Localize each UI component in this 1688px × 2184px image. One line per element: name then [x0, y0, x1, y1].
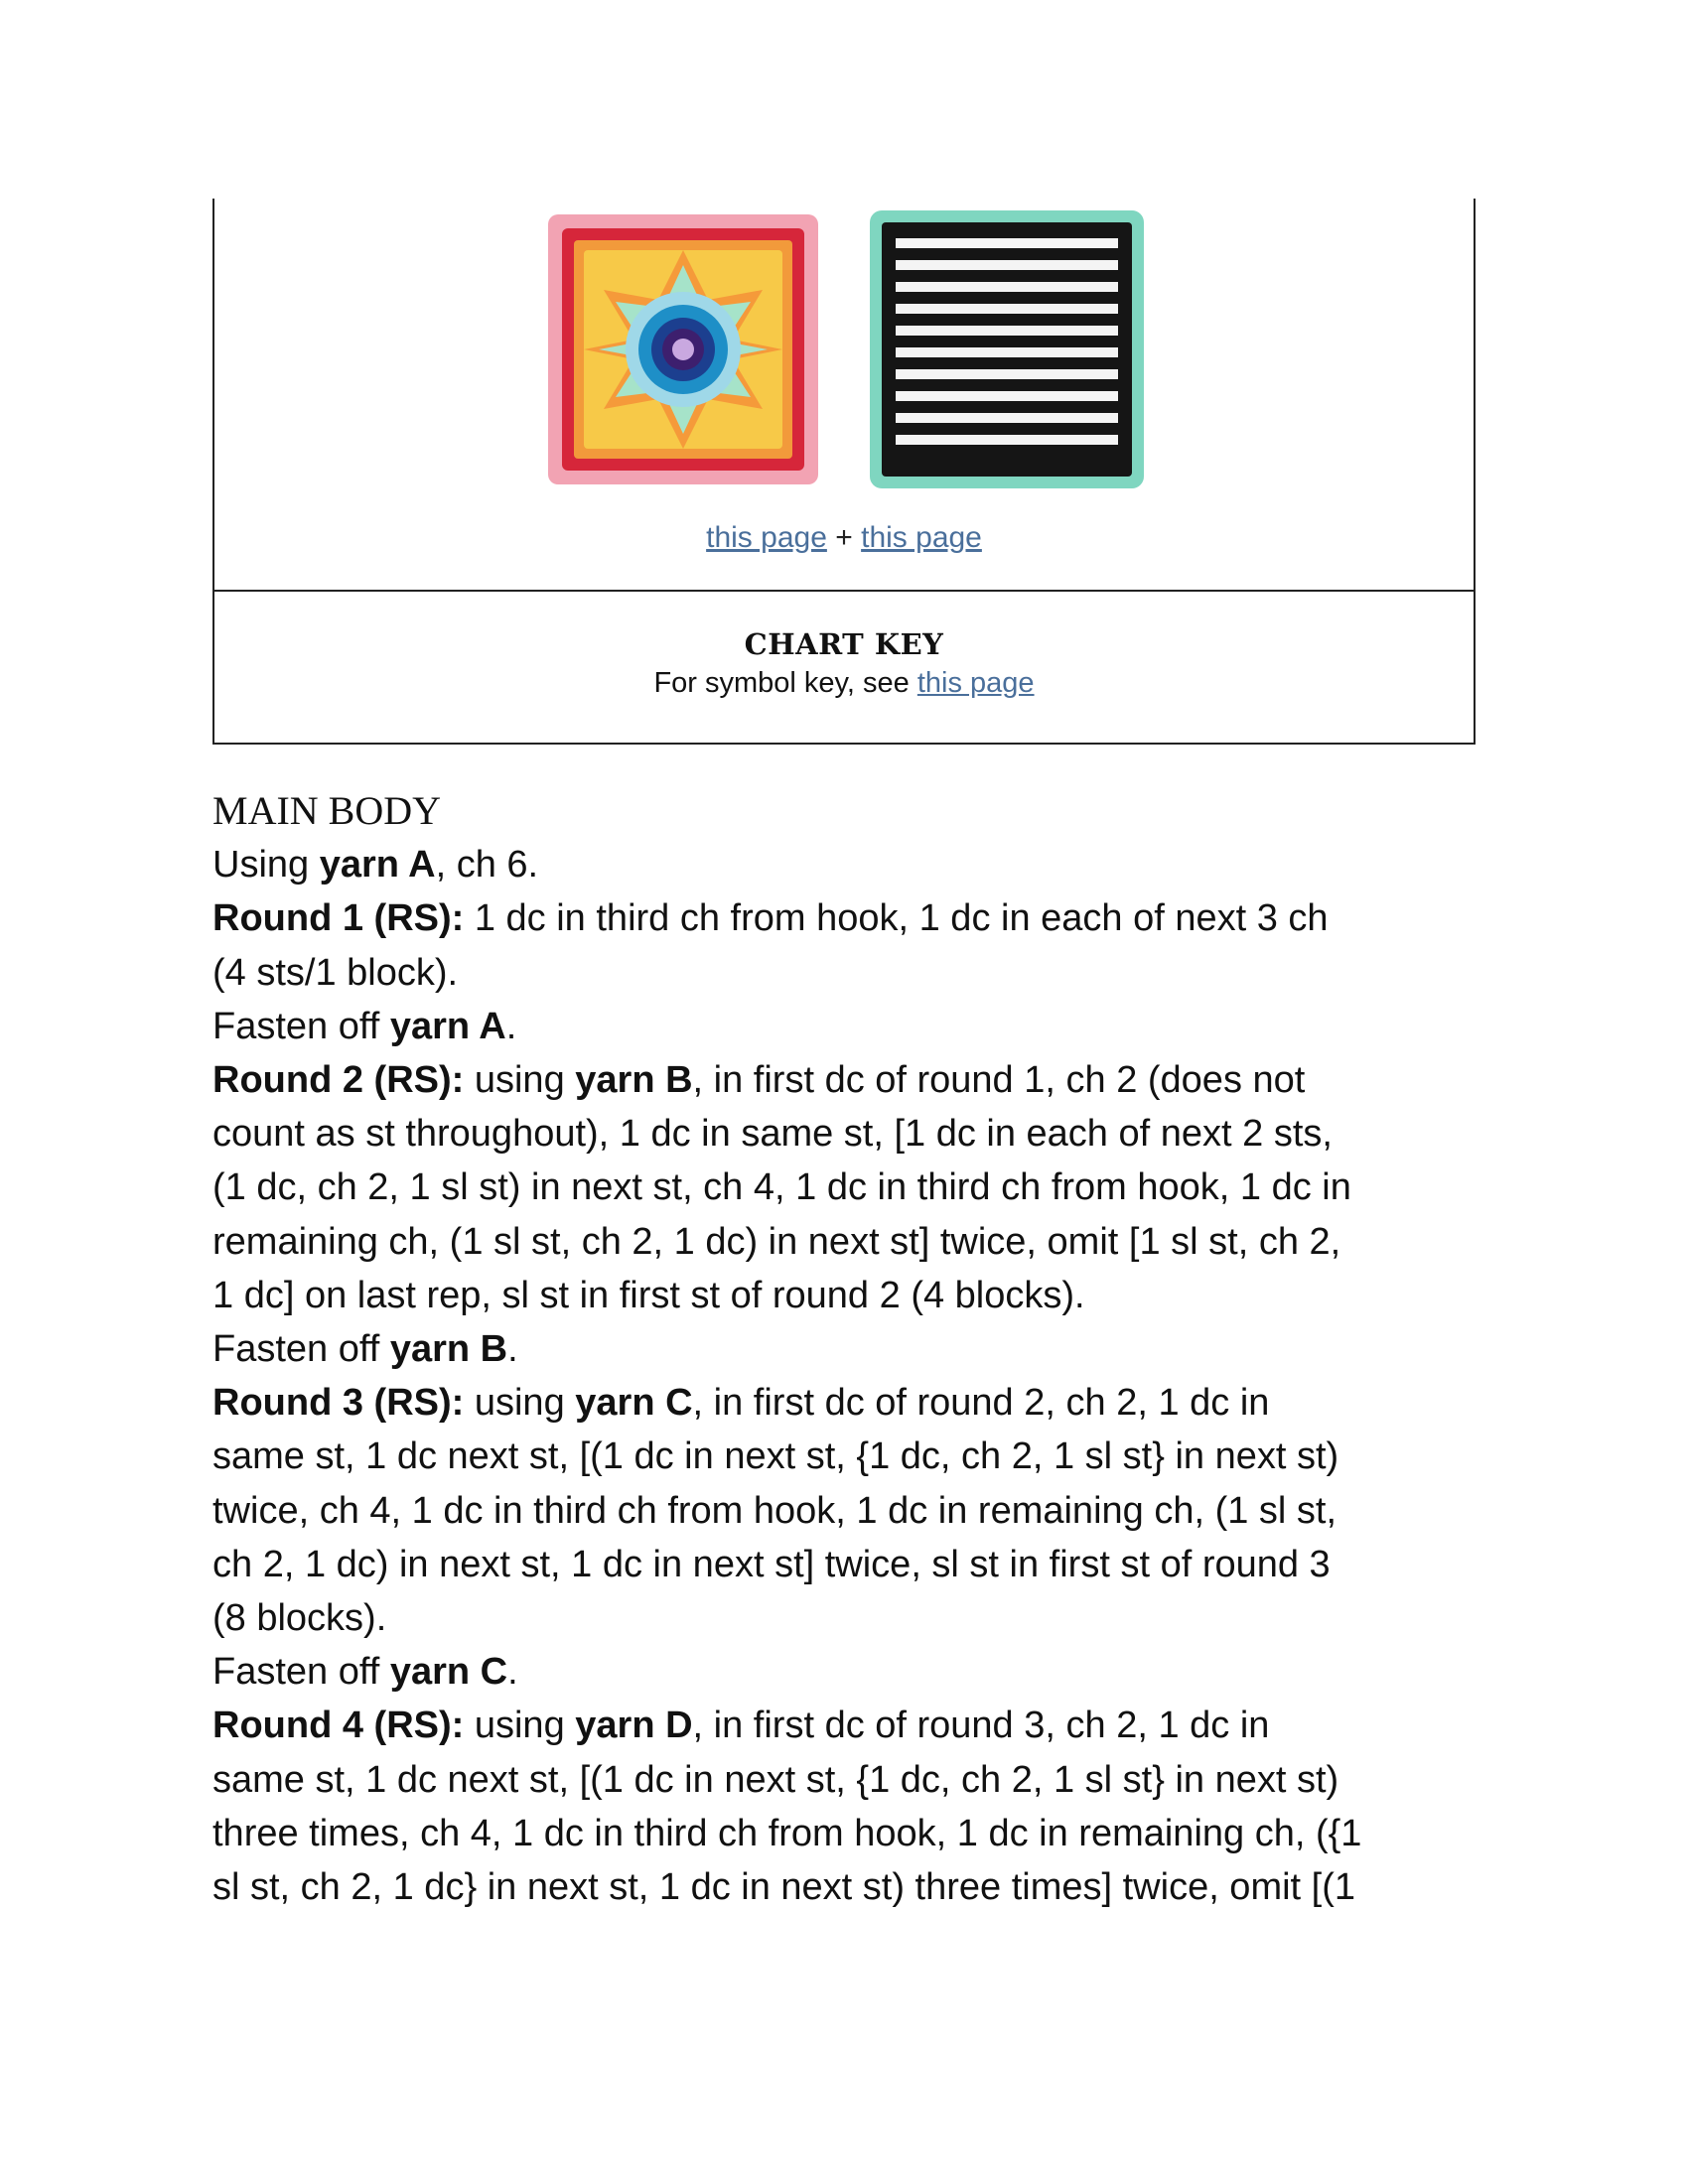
round-1-line: (4 sts/1 block).: [212, 951, 459, 994]
round-3-line: ch 2, 1 dc) in next st, 1 dc in next st] twice, sl st in first st of round 3: [212, 1543, 1331, 1585]
photo-links: [214, 521, 1474, 555]
photo-cell: [214, 199, 1474, 592]
chart-key-cell: [214, 592, 1474, 743]
round-2-line: remaining ch, (1 sl st, ch 2, 1 dc) in next st] twice, omit [1 sl st, ch 2,: [212, 1220, 1341, 1263]
symbol-key-link[interactable]: this page: [916, 667, 1035, 699]
round-2-line: (1 dc, ch 2, 1 sl st) in next st, ch 4, 1 dc in third ch from hook, 1 dc in: [212, 1166, 1351, 1209]
chart-key-title: CHART KEY: [744, 627, 944, 661]
fasten-off-line: Fasten off yarn A.: [212, 1005, 517, 1047]
instruction-line: Using yarn A, ch 6.: [212, 844, 539, 887]
this-page-link-1[interactable]: this page: [706, 521, 827, 554]
fasten-off-line: Fasten off yarn C.: [212, 1651, 518, 1694]
round-2-line: count as st throughout), 1 dc in same st, [1 dc in each of next 2 sts,: [212, 1113, 1333, 1156]
round-2-line: 1 dc] on last rep, sl st in first st of round 2 (4 blocks).: [212, 1274, 1085, 1316]
round-3-line: same st, 1 dc next st, [(1 dc in next st, {1 dc, ch 2, 1 sl st} in next st): [212, 1435, 1339, 1478]
this-page-link-2[interactable]: this page: [861, 521, 982, 554]
stripe-square-photo: [868, 208, 1146, 490]
main-body-section: [212, 784, 1493, 1914]
chart-key-text: [214, 667, 1474, 700]
round-2-line: Round 2 (RS): using yarn B, in first dc of round 1, ch 2 (does not: [212, 1059, 1306, 1102]
round-3-line: Round 3 (RS): using yarn C, in first dc of round 2, ch 2, 1 dc in: [212, 1382, 1270, 1425]
round-4-line: three times, ch 4, 1 dc in third ch from hook, 1 dc in remaining ch, ({1: [212, 1812, 1362, 1854]
chart-key-description: For symbol key, see: [653, 667, 917, 699]
round-4-line: same st, 1 dc next st, [(1 dc in next st, {1 dc, ch 2, 1 sl st} in next st): [212, 1758, 1339, 1801]
star-square-photo: [544, 210, 822, 488]
pattern-info-table: [212, 199, 1476, 745]
fasten-off-line: Fasten off yarn B.: [212, 1328, 518, 1371]
round-4-line: Round 4 (RS): using yarn D, in first dc of round 3, ch 2, 1 dc in: [212, 1705, 1270, 1747]
round-1-line: Round 1 (RS): 1 dc in third ch from hook, 1 dc in each of next 3 ch: [212, 897, 1329, 940]
round-4-line: sl st, ch 2, 1 dc} in next st, 1 dc in next st) three times] twice, omit [(1: [212, 1866, 1356, 1909]
link-separator: +: [835, 521, 853, 554]
round-3-line: (8 blocks).: [212, 1597, 387, 1640]
main-body-heading: MAIN BODY: [212, 788, 441, 833]
round-3-line: twice, ch 4, 1 dc in third ch from hook, 1 dc in remaining ch, (1 sl st,: [212, 1489, 1337, 1532]
